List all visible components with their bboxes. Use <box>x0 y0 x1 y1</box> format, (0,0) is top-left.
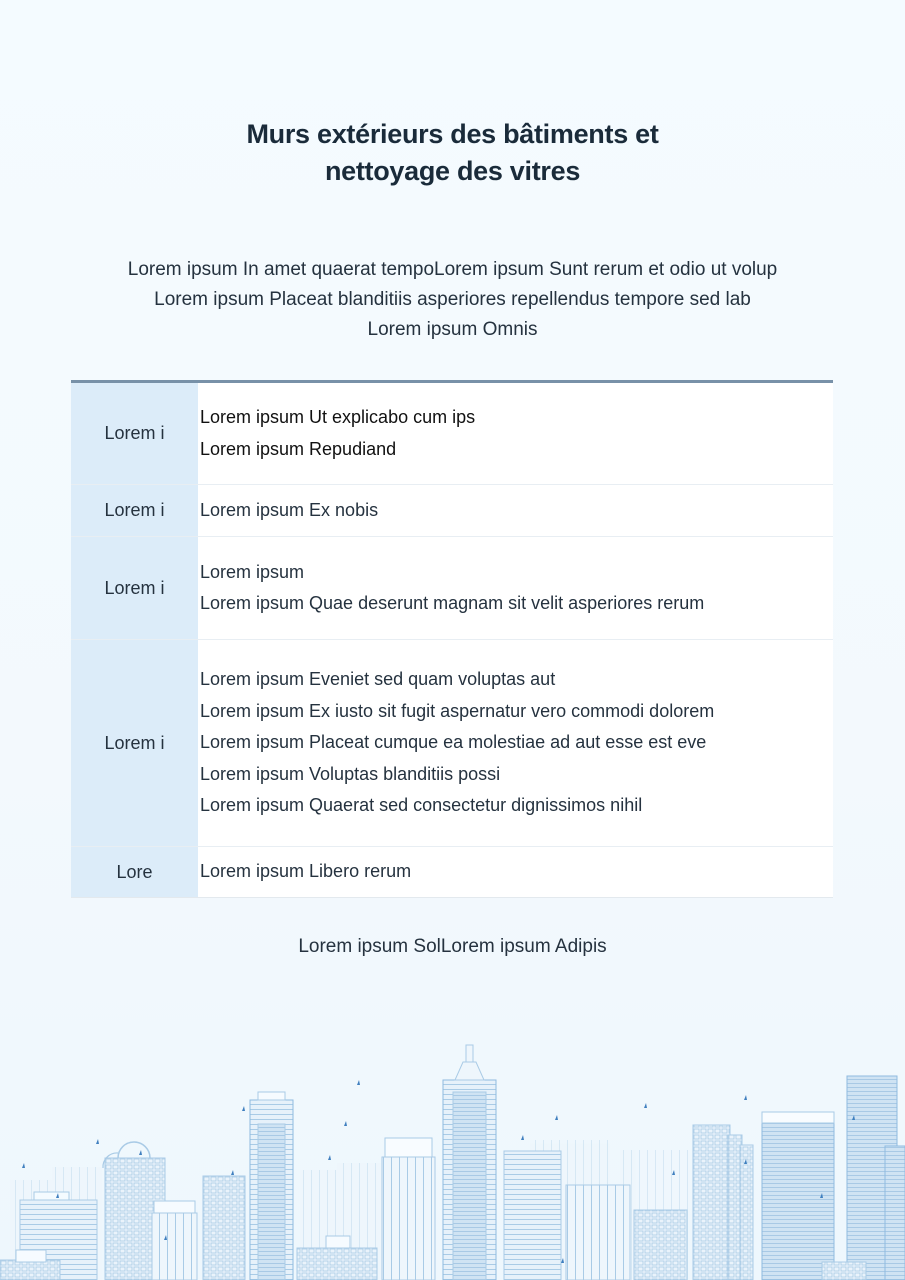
value-line: Lorem ipsum <box>200 561 305 582</box>
row-key: Lorem i <box>71 383 198 484</box>
row-key: Lorem i <box>71 640 198 846</box>
value-line: Lorem ipsum Placeat cumque ea molestiae ad aut esse est eve <box>200 732 707 753</box>
title-line-1: Murs extérieurs des bâtiments et <box>246 119 659 149</box>
row-value <box>198 640 833 846</box>
value-line: Lorem ipsum Eveniet sed quam voluptas aut <box>200 669 556 690</box>
table-row <box>71 537 833 640</box>
table-row <box>71 485 833 537</box>
row-key: Lorem i <box>71 537 198 639</box>
table-row <box>71 383 833 485</box>
value-line: Lorem ipsum Quae deserunt magnam sit velit asperiores rerum <box>200 593 705 613</box>
city-skyline-illustration <box>0 1030 905 1280</box>
footer-note: Lorem ipsum SolLorem ipsum Adipis <box>298 936 607 957</box>
table-row <box>71 847 833 898</box>
intro-line-2: Lorem ipsum Placeat blanditiis asperiores repellendus tempore sed lab <box>154 289 751 310</box>
intro-line-3: Lorem ipsum Omnis <box>367 319 538 340</box>
intro-paragraph <box>0 255 905 345</box>
value-line: Lorem ipsum Ex nobis <box>200 499 379 520</box>
row-key: Lorem i <box>71 485 198 536</box>
value-line: Lorem ipsum Libero rerum <box>200 861 412 882</box>
row-value <box>198 485 833 536</box>
row-value <box>198 847 833 897</box>
info-table <box>71 380 833 898</box>
table-row <box>71 640 833 847</box>
value-line: Lorem ipsum Quaerat sed consectetur dignissimos nihil <box>200 795 643 816</box>
value-line: Lorem ipsum Voluptas blanditiis possi <box>200 763 501 784</box>
title-line-2: nettoyage des vitres <box>324 156 581 186</box>
page-title <box>0 116 905 190</box>
row-value <box>198 537 833 639</box>
value-line: Lorem ipsum Repudiand <box>200 438 397 459</box>
row-value <box>198 383 833 484</box>
value-line: Lorem ipsum Ut explicabo cum ips <box>200 407 476 427</box>
intro-line-1: Lorem ipsum In amet quaerat tempoLorem ipsum Sunt rerum et odio ut volup <box>127 259 778 280</box>
value-line: Lorem ipsum Ex iusto sit fugit aspernatur vero commodi dolorem <box>200 700 715 721</box>
row-key: Lore <box>71 847 198 897</box>
